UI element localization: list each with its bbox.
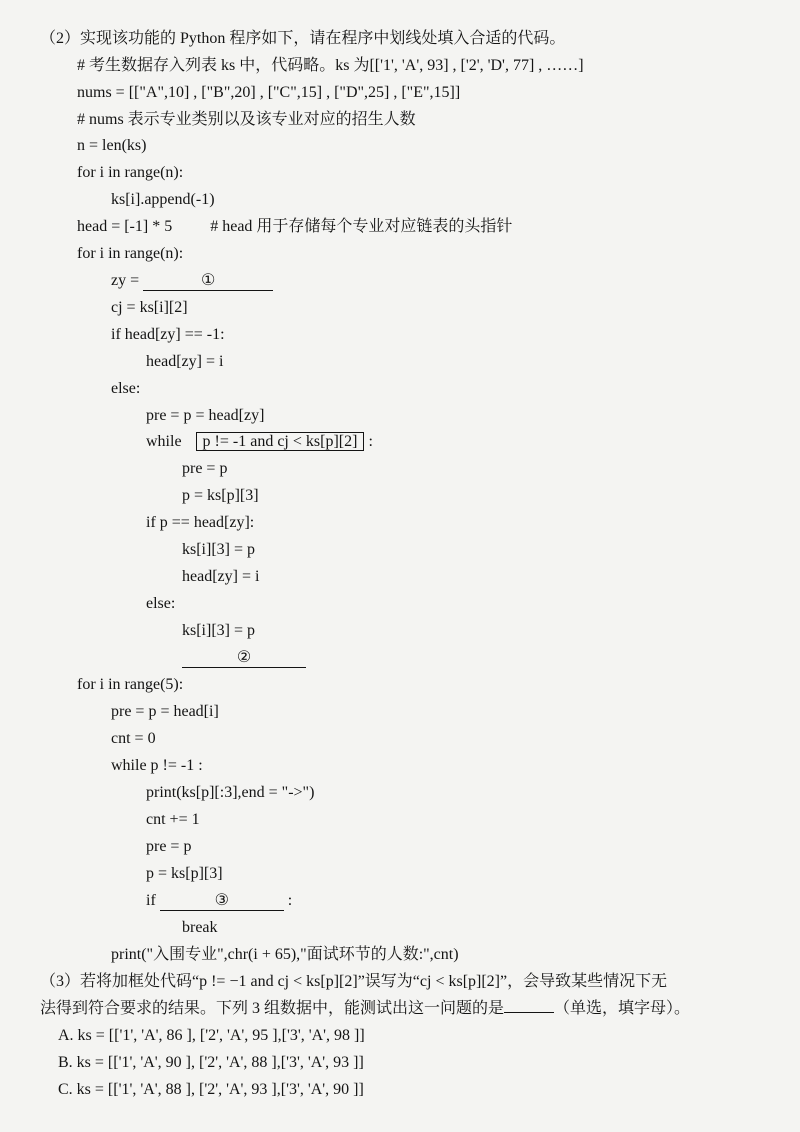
code-while-colon: :	[368, 433, 373, 450]
code-ks3-p-2: ks[i][3] = p	[182, 622, 256, 639]
code-zy-prefix: zy =	[111, 272, 140, 289]
code-n-len: n = len(ks)	[77, 137, 147, 154]
code-while-p: while p != -1 :	[111, 757, 203, 774]
option-c: C. ks = [['1', 'A', 88 ], ['2', 'A', 93 ],['3', 'A', 90 ]]	[58, 1081, 364, 1098]
code-pre-p: pre = p = head[zy]	[146, 407, 265, 424]
code-head-init-text: head = [-1] * 5	[77, 218, 173, 235]
code-if-head: if head[zy] == -1:	[111, 326, 225, 343]
blank-1[interactable]: ①	[143, 272, 273, 291]
code-comment-nums: # nums 表示专业类别以及该专业对应的招生人数	[77, 111, 416, 128]
code-cj: cj = ks[i][2]	[111, 299, 188, 316]
code-else-1: else:	[111, 380, 141, 397]
code-zy-line	[111, 271, 273, 291]
code-if-p-head: if p == head[zy]:	[146, 514, 255, 531]
question3-line1: （3）若将加框处代码“p != −1 and cj < ks[p][2]”误写为“cj < ks[p][2]”，会导致某些情况下无	[40, 973, 668, 990]
code-while-kw: while	[146, 433, 182, 450]
code-p-next-2: p = ks[p][3]	[146, 865, 223, 882]
code-comment-ks: # 考生数据存入列表 ks 中，代码略。ks 为[['1', 'A', 93] , ['2', 'D', 77] , ……]	[77, 57, 584, 74]
code-print-ks: print(ks[p][:3],end = "->")	[146, 784, 315, 801]
code-head-comment: # head 用于存储每个专业对应链表的头指针	[210, 218, 513, 235]
option-a: A. ks = [['1', 'A', 86 ], ['2', 'A', 95 ],['3', 'A', 98 ]]	[58, 1027, 365, 1044]
code-head-zy-i: head[zy] = i	[182, 568, 260, 585]
code-else-2: else:	[146, 595, 176, 612]
question2-intro: （2）实现该功能的 Python 程序如下，请在程序中划线处填入合适的代码。	[40, 30, 566, 47]
question3-line2-post: （单选，填字母）。	[554, 1000, 691, 1017]
code-nums: nums = [["A",10] , ["B",20] , ["C",15] , ["D",25] , ["E",15]]	[77, 84, 461, 101]
option-b: B. ks = [['1', 'A', 90 ], ['2', 'A', 88 ],['3', 'A', 93 ]]	[58, 1054, 364, 1071]
code-cnt-inc: cnt += 1	[146, 811, 200, 828]
code-for-n-2: for i in range(n):	[77, 245, 184, 262]
code-pre-eq-p: pre = p	[182, 460, 228, 477]
code-print-result: print("入围专业",chr(i + 65),"面试环节的人数:",cnt)	[111, 946, 459, 963]
code-if-blank3-line	[146, 891, 292, 911]
answer-blank[interactable]	[504, 1012, 554, 1013]
code-blank2-line	[182, 648, 306, 668]
code-p-next: p = ks[p][3]	[182, 487, 259, 504]
code-ks3-p-1: ks[i][3] = p	[182, 541, 256, 558]
code-for-5: for i in range(5):	[77, 676, 184, 693]
boxed-while-condition: p != -1 and cj < ks[p][2]	[196, 432, 365, 451]
code-while-line	[146, 432, 373, 452]
blank-3[interactable]: ③	[160, 892, 284, 911]
blank-2[interactable]: ②	[182, 649, 306, 668]
code-break: break	[182, 919, 218, 936]
code-if-colon: :	[287, 892, 293, 909]
question3-line2-pre: 法得到符合要求的结果。下列 3 组数据中，能测试出这一问题的是	[40, 1000, 505, 1017]
code-append: ks[i].append(-1)	[111, 191, 215, 208]
code-if-kw: if	[146, 892, 156, 909]
code-pre-eq-p-2: pre = p	[146, 838, 192, 855]
code-cnt0: cnt = 0	[111, 730, 156, 747]
question3-line2	[40, 999, 690, 1019]
code-for-n-1: for i in range(n):	[77, 164, 184, 181]
code-head-assign: head[zy] = i	[146, 353, 224, 370]
code-pre-p-head-i: pre = p = head[i]	[111, 703, 219, 720]
code-head-init	[77, 217, 512, 237]
